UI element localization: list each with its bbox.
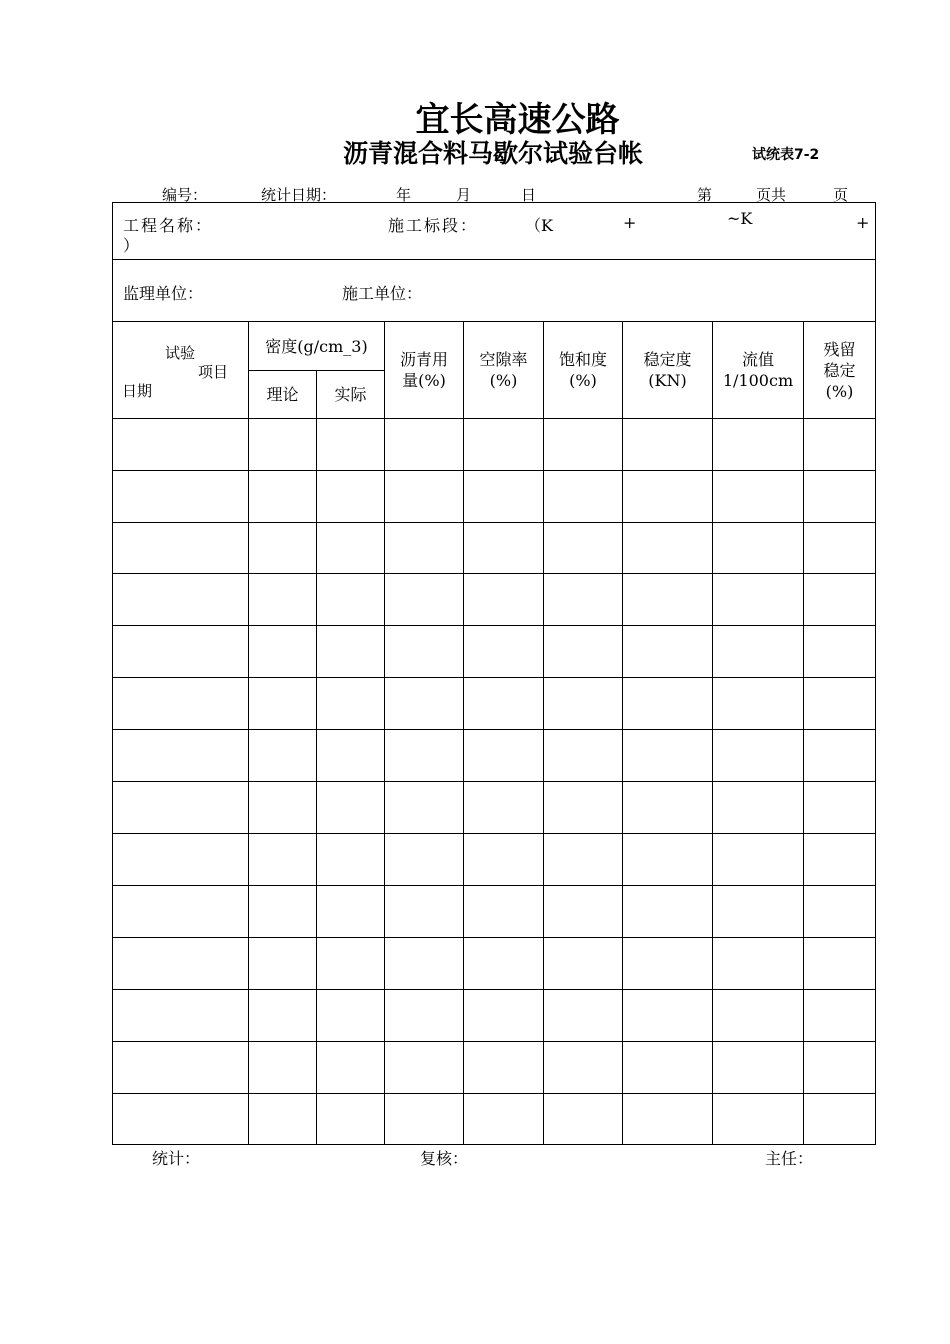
table-cell[interactable] xyxy=(317,886,385,938)
table-cell[interactable] xyxy=(249,834,317,886)
table-cell[interactable] xyxy=(113,419,249,471)
density-header: 密度(g/cm_3) xyxy=(249,322,385,371)
table-cell[interactable] xyxy=(249,574,317,626)
table-cell[interactable] xyxy=(713,574,804,626)
table-cell[interactable] xyxy=(464,782,544,834)
table-row xyxy=(113,574,876,626)
table-cell[interactable] xyxy=(317,1094,385,1145)
flow-header xyxy=(713,322,804,419)
table-cell[interactable] xyxy=(464,678,544,730)
table-cell[interactable] xyxy=(804,574,876,626)
table-cell[interactable] xyxy=(249,1042,317,1094)
table-cell[interactable] xyxy=(623,1094,713,1145)
table-cell[interactable] xyxy=(804,782,876,834)
project-name-label: 工程名称： xyxy=(123,216,214,235)
section-plus-1: + xyxy=(623,213,637,232)
form-number: 试统表7-2 xyxy=(752,147,820,163)
table-cell[interactable] xyxy=(623,782,713,834)
table-cell[interactable] xyxy=(544,471,623,523)
document-title: 宜长高速公路 xyxy=(415,100,620,140)
table-cell[interactable] xyxy=(385,782,464,834)
stability-header xyxy=(623,322,713,419)
supervisor-label: 监理单位： xyxy=(123,284,204,303)
table-cell[interactable] xyxy=(713,1042,804,1094)
diag-item-label: 项目 xyxy=(198,363,229,381)
table-cell[interactable] xyxy=(713,419,804,471)
section-close: ） xyxy=(123,236,140,255)
table-cell[interactable] xyxy=(385,730,464,782)
table-cell[interactable] xyxy=(113,730,249,782)
table-cell[interactable] xyxy=(804,834,876,886)
page-mid: 页共 xyxy=(756,186,787,204)
table-cell[interactable] xyxy=(804,990,876,1042)
table-cell[interactable] xyxy=(544,1094,623,1145)
table-cell[interactable] xyxy=(713,1094,804,1145)
table-row xyxy=(113,419,876,471)
table-cell[interactable] xyxy=(464,990,544,1042)
table-row xyxy=(113,626,876,678)
diag-test-label: 试验 xyxy=(165,344,196,362)
table-cell[interactable] xyxy=(113,678,249,730)
table-cell[interactable] xyxy=(623,730,713,782)
asphalt-header-l2: 量(%) xyxy=(402,371,446,390)
table-row xyxy=(113,990,876,1042)
flow-header-l1: 流值 xyxy=(741,350,774,369)
asphalt-header-l1: 沥青用 xyxy=(399,350,448,369)
table-cell[interactable] xyxy=(113,938,249,990)
table-cell[interactable] xyxy=(385,419,464,471)
table-cell[interactable] xyxy=(113,574,249,626)
stat-date-label: 统计日期： xyxy=(261,186,337,204)
table-cell[interactable] xyxy=(623,834,713,886)
saturation-header-l1: 饱和度 xyxy=(558,350,607,369)
density-theory-header: 理论 xyxy=(249,371,317,419)
table-cell[interactable] xyxy=(713,834,804,886)
table-cell[interactable] xyxy=(804,678,876,730)
table-cell[interactable] xyxy=(544,678,623,730)
table-cell[interactable] xyxy=(317,1042,385,1094)
table-cell[interactable] xyxy=(385,990,464,1042)
table-cell[interactable] xyxy=(249,990,317,1042)
table-cell[interactable] xyxy=(544,938,623,990)
table-cell[interactable] xyxy=(804,938,876,990)
table-cell[interactable] xyxy=(385,574,464,626)
table-cell[interactable] xyxy=(623,574,713,626)
table-cell[interactable] xyxy=(385,938,464,990)
table-cell[interactable] xyxy=(623,886,713,938)
table-cell[interactable] xyxy=(713,886,804,938)
table-cell[interactable] xyxy=(385,626,464,678)
number-label: 编号： xyxy=(162,186,208,204)
table-cell[interactable] xyxy=(385,1042,464,1094)
table-cell[interactable] xyxy=(113,886,249,938)
table-cell[interactable] xyxy=(317,782,385,834)
table-cell[interactable] xyxy=(544,834,623,886)
table-row xyxy=(113,678,876,730)
residual-header-l3: (%) xyxy=(825,381,854,401)
table-cell[interactable] xyxy=(623,523,713,574)
table-cell[interactable] xyxy=(713,730,804,782)
table-cell[interactable] xyxy=(317,471,385,523)
table-row xyxy=(113,886,876,938)
table-cell[interactable] xyxy=(804,471,876,523)
table-cell[interactable] xyxy=(623,990,713,1042)
table-cell[interactable] xyxy=(317,626,385,678)
table-row xyxy=(113,523,876,574)
table-cell[interactable] xyxy=(464,730,544,782)
table-cell[interactable] xyxy=(804,523,876,574)
density-actual-header: 实际 xyxy=(317,371,385,419)
table-cell[interactable] xyxy=(385,678,464,730)
table-cell[interactable] xyxy=(464,523,544,574)
table-cell[interactable] xyxy=(713,626,804,678)
table-cell[interactable] xyxy=(623,471,713,523)
table-cell[interactable] xyxy=(544,730,623,782)
stats-signature-label: 统计： xyxy=(152,1149,201,1168)
director-signature-label: 主任： xyxy=(765,1149,814,1168)
ledger-table xyxy=(112,202,876,1145)
table-cell[interactable] xyxy=(113,834,249,886)
table-row xyxy=(113,1094,876,1145)
contractor-label: 施工单位： xyxy=(342,284,423,303)
saturation-header-l2: (%) xyxy=(569,371,597,390)
table-cell[interactable] xyxy=(713,938,804,990)
table-cell[interactable] xyxy=(113,1094,249,1145)
void-header-l2: (%) xyxy=(489,371,518,390)
table-cell[interactable] xyxy=(544,1042,623,1094)
residual-header xyxy=(804,322,876,419)
table-cell[interactable] xyxy=(464,419,544,471)
table-cell[interactable] xyxy=(713,523,804,574)
table-cell[interactable] xyxy=(804,626,876,678)
flow-header-l2: 1/100cm xyxy=(722,371,794,390)
table-cell[interactable] xyxy=(713,782,804,834)
table-cell[interactable] xyxy=(804,886,876,938)
table-cell[interactable] xyxy=(317,678,385,730)
table-row xyxy=(113,1042,876,1094)
section-label: 施工标段： xyxy=(388,216,479,235)
table-cell[interactable] xyxy=(464,626,544,678)
table-cell[interactable] xyxy=(385,834,464,886)
table-cell[interactable] xyxy=(317,523,385,574)
table-cell[interactable] xyxy=(249,782,317,834)
month-label: 月 xyxy=(456,186,472,204)
document-subtitle: 沥青混合料马歇尔试验台帐 xyxy=(343,139,644,168)
table-cell[interactable] xyxy=(623,678,713,730)
table-cell[interactable] xyxy=(544,523,623,574)
table-cell[interactable] xyxy=(249,886,317,938)
stability-header-l2: (KN) xyxy=(648,371,687,390)
data-rows xyxy=(113,419,876,1145)
table-cell[interactable] xyxy=(623,419,713,471)
table-cell[interactable] xyxy=(249,419,317,471)
table-cell[interactable] xyxy=(317,834,385,886)
table-cell[interactable] xyxy=(804,419,876,471)
table-cell[interactable] xyxy=(464,1094,544,1145)
table-cell[interactable] xyxy=(317,990,385,1042)
table-cell[interactable] xyxy=(804,1094,876,1145)
table-cell[interactable] xyxy=(544,574,623,626)
diag-date-label: 日期 xyxy=(122,382,153,400)
table-row xyxy=(113,834,876,886)
project-info-cell xyxy=(113,203,876,260)
page-prefix: 第 xyxy=(697,186,713,204)
table-cell[interactable] xyxy=(804,1042,876,1094)
table-cell[interactable] xyxy=(713,678,804,730)
table-cell[interactable] xyxy=(249,523,317,574)
table-cell[interactable] xyxy=(317,730,385,782)
table-cell[interactable] xyxy=(464,471,544,523)
table-cell[interactable] xyxy=(544,419,623,471)
table-cell[interactable] xyxy=(713,471,804,523)
table-cell[interactable] xyxy=(544,782,623,834)
table-cell[interactable] xyxy=(385,523,464,574)
table-cell[interactable] xyxy=(464,574,544,626)
table-cell[interactable] xyxy=(464,886,544,938)
table-cell[interactable] xyxy=(113,523,249,574)
residual-header-l1: 残留 xyxy=(823,339,856,359)
unit-info-cell xyxy=(113,260,876,322)
table-cell[interactable] xyxy=(544,626,623,678)
stability-header-l1: 稳定度 xyxy=(643,350,692,369)
table-cell[interactable] xyxy=(464,938,544,990)
section-open: （K xyxy=(525,216,553,235)
table-cell[interactable] xyxy=(713,990,804,1042)
table-cell[interactable] xyxy=(113,782,249,834)
table-cell[interactable] xyxy=(249,938,317,990)
table-cell[interactable] xyxy=(113,990,249,1042)
table-cell[interactable] xyxy=(317,938,385,990)
diagonal-header-cell xyxy=(113,322,249,419)
void-header-l1: 空隙率 xyxy=(479,350,528,369)
table-cell[interactable] xyxy=(544,886,623,938)
table-cell[interactable] xyxy=(385,1094,464,1145)
table-cell[interactable] xyxy=(317,419,385,471)
page-suffix: 页 xyxy=(833,186,849,204)
table-row xyxy=(113,471,876,523)
table-cell[interactable] xyxy=(317,574,385,626)
table-cell[interactable] xyxy=(464,1042,544,1094)
saturation-header xyxy=(544,322,623,419)
void-header xyxy=(464,322,544,419)
day-label: 日 xyxy=(521,186,537,204)
table-cell[interactable] xyxy=(623,626,713,678)
table-cell[interactable] xyxy=(113,626,249,678)
residual-header-l2: 稳定 xyxy=(823,360,856,380)
review-signature-label: 复核： xyxy=(420,1149,469,1168)
table-cell[interactable] xyxy=(249,678,317,730)
table-row xyxy=(113,782,876,834)
table-cell[interactable] xyxy=(623,1042,713,1094)
table-cell[interactable] xyxy=(113,471,249,523)
table-cell[interactable] xyxy=(804,730,876,782)
year-label: 年 xyxy=(396,186,412,204)
table-cell[interactable] xyxy=(249,1094,317,1145)
table-cell[interactable] xyxy=(623,938,713,990)
table-cell[interactable] xyxy=(249,730,317,782)
table-row xyxy=(113,730,876,782)
table-cell[interactable] xyxy=(385,886,464,938)
section-plus-2: + xyxy=(856,213,870,232)
table-cell[interactable] xyxy=(249,471,317,523)
section-tilde-k: ~K xyxy=(727,209,753,228)
table-cell[interactable] xyxy=(464,834,544,886)
table-cell[interactable] xyxy=(385,471,464,523)
table-cell[interactable] xyxy=(544,990,623,1042)
table-cell[interactable] xyxy=(249,626,317,678)
table-cell[interactable] xyxy=(113,1042,249,1094)
table-row xyxy=(113,938,876,990)
asphalt-header xyxy=(385,322,464,419)
